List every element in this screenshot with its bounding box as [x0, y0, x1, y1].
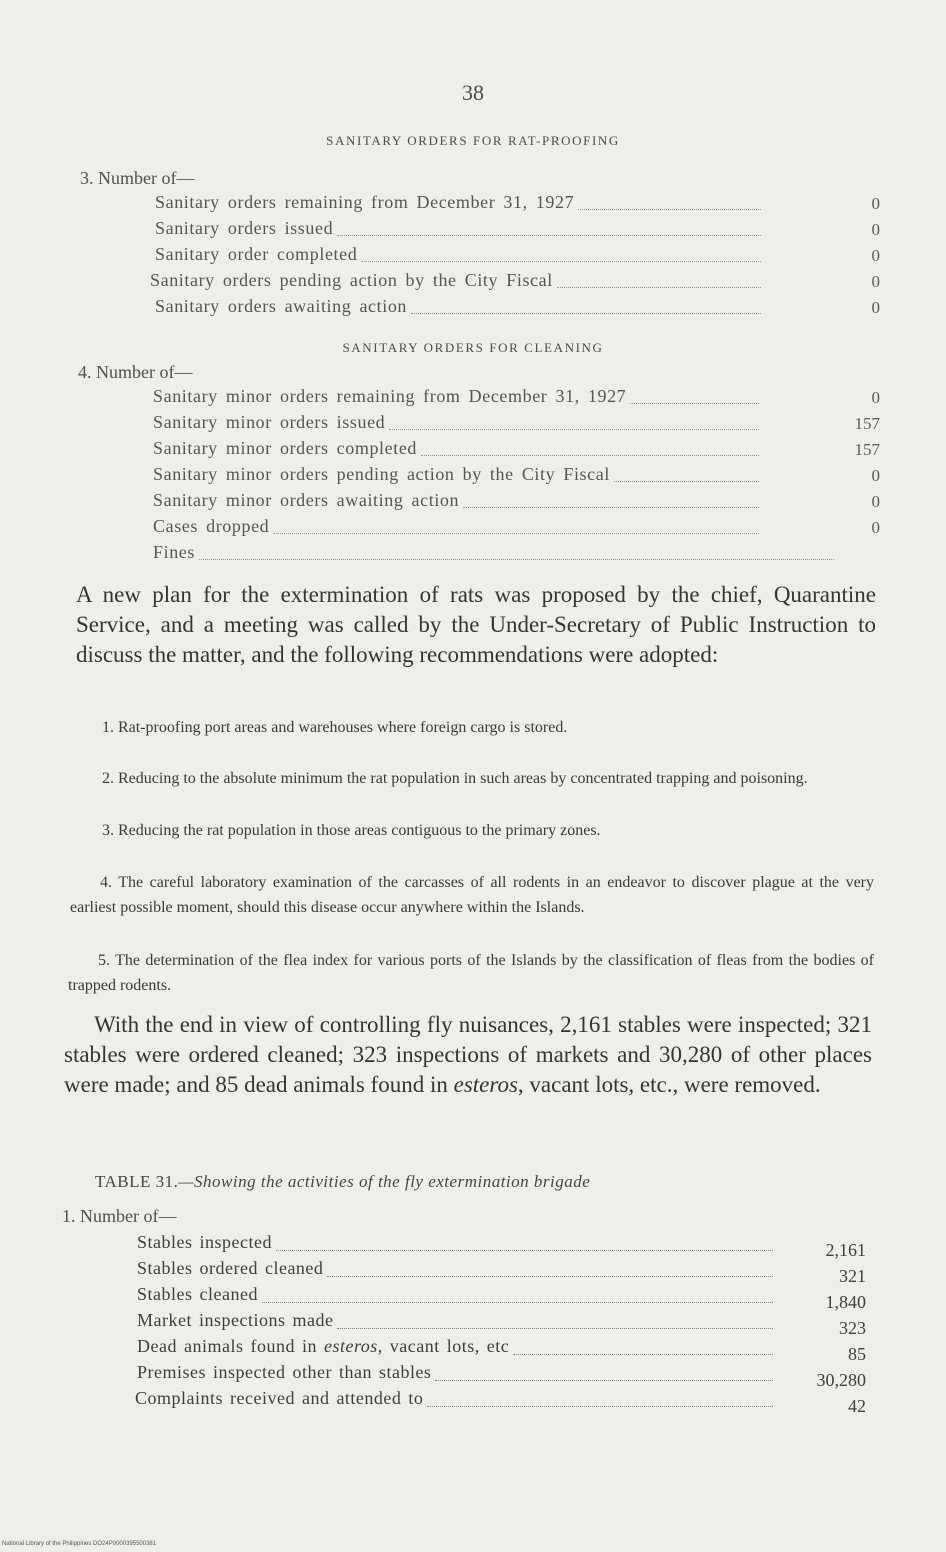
list-label: 3. Number of— — [80, 168, 195, 188]
table-caption-text: —Showing the activities of the fly extermination brigade — [178, 1172, 591, 1191]
row-label: Sanitary minor orders remaining from December 31, 1927 — [153, 386, 627, 406]
row-value: 157 — [854, 414, 880, 433]
table-caption — [95, 1172, 590, 1192]
row-label: Stables ordered cleaned — [137, 1258, 324, 1278]
row-value: 2,161 — [825, 1240, 866, 1260]
row-label: Sanitary orders pending action by the City Fiscal — [150, 270, 553, 290]
row-value: 0 — [871, 194, 880, 213]
footer-credit: National Library of the Philippines DO24P0000395500381 — [2, 1541, 157, 1547]
row-label: Fines — [153, 542, 196, 562]
body-paragraph — [64, 1010, 872, 1100]
table-row — [137, 1336, 777, 1362]
row-label: Stables inspected — [137, 1232, 272, 1252]
row-value: 0 — [871, 518, 880, 537]
row-label: Sanitary orders issued — [155, 218, 334, 238]
row-value: 30,280 — [816, 1370, 866, 1390]
table-row — [137, 1232, 777, 1258]
leader-dots — [273, 532, 759, 534]
row-value: 1,840 — [825, 1292, 866, 1312]
leader-dots — [337, 1328, 773, 1329]
list-item — [153, 490, 765, 514]
row-label: Sanitary minor orders pending action by the City Fiscal — [153, 464, 610, 484]
leader-dots — [262, 1302, 773, 1303]
list-item — [153, 438, 765, 462]
row-label-text: Dead animals found in — [137, 1336, 324, 1356]
leader-dots — [199, 558, 834, 560]
recommendation-item: 4. The careful laboratory examination of the carcasses of all rodents in an endeavor to discover plague at the very earliest possible moment, should this disease occur anywhere within the Islands. — [70, 874, 874, 916]
paragraph-italic: esteros — [453, 1072, 518, 1097]
leader-dots — [427, 1406, 773, 1407]
row-label: Cases dropped — [153, 516, 270, 536]
leader-dots — [557, 286, 761, 288]
row-label: Sanitary order completed — [155, 244, 358, 264]
row-value: 0 — [871, 466, 880, 485]
table-row — [137, 1258, 777, 1284]
row-label: Premises inspected other than stables — [137, 1362, 432, 1382]
table-label: TABLE 31. — [95, 1172, 179, 1191]
list-item — [155, 296, 767, 320]
leader-dots — [389, 428, 759, 430]
leader-dots — [327, 1276, 773, 1277]
leader-dots — [614, 480, 759, 482]
table-row — [135, 1388, 777, 1414]
table-row — [137, 1284, 777, 1310]
page-number: 38 — [462, 80, 484, 105]
row-label: Sanitary minor orders completed — [153, 438, 418, 458]
list-item — [150, 270, 767, 294]
row-label: Sanitary orders remaining from December 31, 1927 — [155, 192, 575, 212]
body-paragraph: A new plan for the extermination of rats was proposed by the chief, Quarantine Service, and a meeting was called by the Under-Secretary of Public Instruction to discuss the matter, and the following recommendations were adopted: — [76, 582, 876, 667]
table-row — [137, 1310, 777, 1336]
list-item — [153, 542, 880, 566]
list-item — [155, 244, 767, 268]
row-label — [137, 1336, 509, 1357]
list-item — [155, 192, 767, 216]
recommendation-item: 2. Reducing to the absolute minimum the rat population in such areas by concentrated trapping and poisoning. — [102, 770, 808, 787]
table-row — [137, 1362, 777, 1388]
leader-dots — [411, 312, 761, 314]
row-label: Market inspections made — [137, 1310, 334, 1330]
row-value: 323 — [839, 1318, 866, 1338]
row-value: 0 — [871, 220, 880, 239]
leader-dots — [421, 454, 759, 456]
paragraph-text: With the end in view of controlling fly nuisances, 2,161 stables were inspected; 321 stables were ordered cleaned; 323 inspections of markets and 30,280 of other places were made; and 85 dead animals found in — [64, 1012, 872, 1097]
leader-dots — [463, 506, 759, 508]
section-heading-rat-proofing: SANITARY ORDERS FOR RAT-PROOFING — [326, 133, 620, 148]
recommendation-item: 3. Reducing the rat population in those areas contiguous to the primary zones. — [102, 822, 601, 839]
list-label: 1. Number of— — [62, 1206, 177, 1226]
paragraph-text: , vacant lots, etc., were removed. — [517, 1072, 821, 1097]
leader-dots — [513, 1354, 773, 1355]
row-label: Sanitary orders awaiting action — [155, 296, 408, 316]
row-label: Sanitary minor orders issued — [153, 412, 386, 432]
row-label: Stables cleaned — [137, 1284, 258, 1304]
row-label: Complaints received and attended to — [135, 1388, 424, 1408]
leader-dots — [276, 1250, 773, 1251]
row-value: 0 — [871, 272, 880, 291]
list-item — [153, 386, 765, 410]
list-item — [153, 412, 765, 436]
row-value: 0 — [871, 492, 880, 511]
row-label-italic: esteros — [323, 1336, 378, 1356]
leader-dots — [435, 1380, 773, 1381]
leader-dots — [578, 208, 761, 210]
list-item — [153, 516, 765, 540]
row-label: Sanitary minor orders awaiting action — [153, 490, 460, 510]
list-label: 4. Number of— — [78, 362, 193, 382]
row-value: 157 — [854, 440, 880, 459]
leader-dots — [361, 260, 761, 262]
row-value: 321 — [839, 1266, 866, 1286]
recommendation-item: 1. Rat-proofing port areas and warehouses where foreign cargo is stored. — [102, 719, 568, 736]
leader-dots — [337, 234, 761, 236]
row-value: 85 — [848, 1344, 866, 1364]
row-label-text: , vacant lots, etc — [377, 1336, 510, 1356]
section-heading-cleaning: SANITARY ORDERS FOR CLEANING — [342, 340, 604, 355]
list-item — [155, 218, 767, 242]
list-item — [153, 464, 765, 488]
row-value: 0 — [871, 246, 880, 265]
leader-dots — [630, 402, 759, 404]
row-value: 0 — [871, 388, 880, 407]
recommendation-item: 5. The determination of the flea index for various ports of the Islands by the classification of fleas from the bodies of trapped rodents. — [68, 952, 874, 994]
row-value: 42 — [848, 1396, 866, 1416]
row-value: 0 — [871, 298, 880, 317]
